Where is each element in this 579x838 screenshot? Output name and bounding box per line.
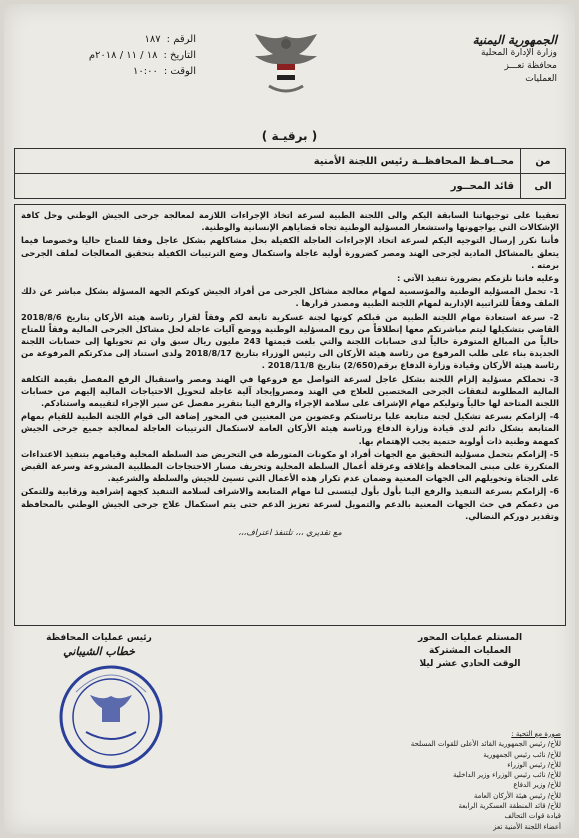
- recipient-line-2: العمليات المشتركة: [428, 646, 512, 656]
- directive-item: 3- تحملكم مسؤلية إلزام اللجنة بشكل عاجل لسرعة التواصل مع فروعها في الهند ومصر واستقبال الرفع المفصل بقيمة التكلفة المالية المطلوبة لنفقات الجرحى المختصين للعلاج في الهند ومصروإيجاد آلية عاجلة لتحويل الاحتياجات المالية إليهم من حسابات اللجنة المتاحة لها حالياً وتوليكم مهام الإشراف على سلامة الإجراء والرفع الينا بتقرير مفصل عن سير الإجراء لتقييمه واستنادكم.: [21, 373, 559, 409]
- directive-item: 5- إلزامكم بتحمل مسؤلية التحقيق مع الجهات أفراد او مكونات المتورطة في التحريض ضد السلطة المحلية وقيامهم بتنفيذ الاعتداءات المتكررة على مبنى المحافظة وإغلاقه وعرقلة أعمال السلطة المحلية وتحريف مسار الاحتجاجات المطلبية المشروعة وسرعة القبض على الجناة وتحويلهم الى الجهات المعنية وضمان عدم تكرار هذه الأعمال التي تسيئ للجيش والسلطة والشرعية.: [21, 448, 559, 484]
- to-label: الى: [521, 174, 566, 199]
- message-body: [14, 204, 566, 626]
- recipient-block: [395, 632, 545, 671]
- time-value: ١٠:٠٠: [133, 66, 158, 77]
- directive-item: 6- إلزامكم بسرعة التنفيذ والرفع الينا بأول بأول ليتسنى لنا مهام المتابعة والاشراف لسلامة التنفيذ كجهة إشرافية ورقابية وللتمكن من دعمكم في حث الجهات المعنية بالدعم والتمويل لسرعة تعزيز الدعم حتى يتم استكمال علاج جرحى الجيش الوطني بالمحافظة وتقدير دوركم النضالي.: [21, 486, 559, 521]
- letterhead-right: [407, 34, 557, 86]
- address-table: [14, 148, 566, 199]
- department-name: العمليات: [525, 74, 557, 84]
- date-row: [26, 48, 196, 64]
- directive-item: 2- سرعة استعادة مهام اللجنة الطبية من قبلكم كونها لجنة عسكرية تابعة لكم وفقاً لقرار رئاسة هيئة الأركان بتاريخ 2018/8/6 القاضي بتشكيلها ليتم مباشرتكم معها إنطلاقاً من روح المسؤلية الوطنية ووضع آليات عاجلة لحل مشاكل الجرحى المالية وفقاً للمتاح حالياً من المبالغ المتوفرة حالياً لدى حسابات اللجنة والتي بلغت قيمتها 243 مليون ريال سبق وان تم تحويلها إلى حسابات اللجنة الجديدة بناء على طلب المرفوع من رئاسة هيئة الأركان الى رئيس الوزراء بتاريخ 2018/8/17 ولدى استناد إلى مذكرتكم المرفوعة من رئاسة هيئة الأركان وقيادة وزارة الدفاع برقم(2/650) بتاريخ 2018/11/8 .: [21, 311, 559, 371]
- copy-recipient: للأخ/ قائد المنطقة العسكرية الرابعة: [458, 802, 561, 811]
- closing-line: مع تقديري ،،، تلتنفذ اعتراف،،،: [238, 527, 342, 538]
- recipient-line-1: المستلم عمليات المحور: [417, 633, 523, 643]
- to-row: [15, 174, 566, 199]
- copy-recipient: للأخ/ رئيس هيئة الأركان العامة: [473, 791, 561, 800]
- copies-heading: صورة مع التحية :: [511, 730, 561, 738]
- ref-label: الرقم :: [166, 34, 196, 45]
- from-value: محــافـظ المحافظــة رئيس اللجنة الأمنية: [15, 149, 521, 174]
- body-paragraph: وعليه فاننا نلزمكم بضرورة تنفيذ الآتي :: [396, 273, 559, 284]
- time-label: الوقت :: [163, 66, 196, 77]
- time-row: [26, 64, 196, 80]
- from-row: [15, 149, 566, 174]
- from-label: من: [521, 149, 566, 174]
- body-paragraph: تعقيبا على توجيهاتنا السابقة اليكم والى اللجنة الطبية لسرعة اتخاذ الإجراءات اللازمة لمعالجة جرحى الجيش الوطني وحل كافة الإشكالات التي يواجهونها واستشعار المسؤلية الوطنية تجاه قضاياهم الإنسانية والوطنية.: [21, 210, 559, 233]
- copies-list: [351, 729, 561, 832]
- copy-recipient: للأخ/ نائب رئيس الوزراء وزير الداخلية: [452, 771, 561, 780]
- date-value: ١٨ / ١١ / ٢٠١٨م: [88, 50, 158, 61]
- copy-recipient: للأخ/ رئيس الجمهورية القائد الأعلى للقوات المسلحة: [410, 740, 561, 749]
- republic-name: الجمهورية اليمنية: [472, 33, 557, 47]
- sender-title: رئيس عمليات المحافظة: [46, 633, 152, 643]
- date-label: التاريخ :: [163, 50, 196, 61]
- sender-signature-block: [24, 632, 174, 658]
- copy-recipient: أعضاء اللجنة الأمنية تعز: [493, 822, 561, 831]
- copy-recipient: للأخ/ رئيس الوزراء: [507, 760, 561, 769]
- directive-item: 1- تحمل المسؤلية الوطنية والمؤسسية لمهام معالجة مشاكل الجرحى من أفراد الجيش كونكم الجهة المسؤلة بشكل مباشر عن ذلك الملف وفقاً للتراتبية الإدارية لمهام اللجنة الطبية ومصدر قرارها .: [21, 286, 559, 309]
- copy-recipient: قيادة قوات التحالف: [504, 812, 561, 821]
- sender-name: خطاب الشيباني: [63, 645, 135, 658]
- yemen-eagle-emblem-icon: [247, 30, 325, 102]
- body-paragraph: فأننا نكرر إرسال التوجيه اليكم لسرعة اتخاذ الإجراءات العاجلة الكفيلة بحل مشاكلهم بشكل عاجل وفقا للمتاح حاليا وخصوصا فيما يتعلق بالمشاكل المادية لجرحى الهند ومصر كضرورة أولية عاجلة واستكمال وضع الترتيبات الكفيلة بتحقيق المعالجات لملف الجرحى برمته .: [21, 235, 559, 270]
- document-title: ( برقيـة ): [261, 129, 318, 143]
- ref-value: ١٨٧: [144, 34, 161, 45]
- recipient-line-3: الوقت الحادي عشر ليلا: [419, 659, 521, 669]
- official-stamp-icon: [56, 662, 166, 772]
- reference-block: [26, 32, 196, 80]
- copy-recipient: للأخ/ نائب رئيس الجمهورية: [483, 750, 561, 759]
- to-value: قائد المحــور: [15, 174, 521, 199]
- ref-row: [26, 32, 196, 48]
- telegram-document: [4, 4, 575, 834]
- ministry-name: وزارة الإدارة المحلية: [481, 48, 557, 58]
- copy-recipient: للأخ/ وزير الدفاع: [513, 781, 561, 790]
- directive-item: 4- إلزامكم بسرعة تشكيل لجنة متابعة عليا برئاستكم وعضوين من المعنيين في المحور إضافة الى قوام اللجنة الطبية للقيام بمهام المتابعة بشكل دائم لدى قيادة وزارة الدفاع ورئاسة هيئة الأركان العامة لاستكمال الترتيبات العاجلة لمعالجة جميع جرحى الجيش كمهمة وطنية ذات أولوية حتمية يجب الإهتمام بها.: [21, 411, 559, 446]
- governorate-name: محافظة تعـــز: [504, 61, 557, 71]
